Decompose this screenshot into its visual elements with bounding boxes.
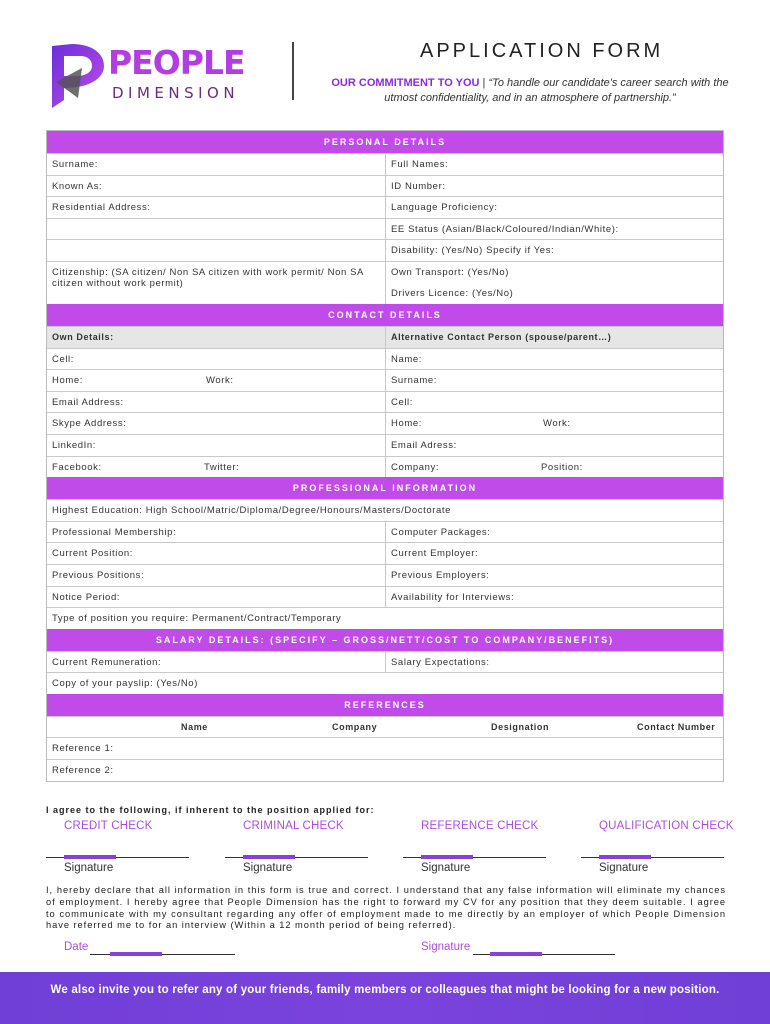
alt-contact-header: Alternative Contact Person (spouse/parent…) [391,331,612,342]
table-row [47,586,723,608]
table-row [47,737,723,759]
table-row [47,153,723,175]
transport-licence-cell [386,262,725,304]
twitter-field[interactable]: Twitter: [204,461,240,473]
alt-home-field[interactable]: Home: [391,418,422,430]
table-row [47,348,723,370]
application-form-table [46,130,724,782]
work-phone-field[interactable]: Work: [206,375,234,387]
alt-company-field[interactable]: Company: [391,461,440,473]
table-row [47,369,723,391]
section-salary-heading: SALARY DETAILS: (SPECIFY – GROSS/NETT/COST TO COMPANY/BENEFITS) [47,629,723,651]
residential-address-line3[interactable] [47,240,386,261]
current-remuneration-field[interactable]: Current Remuneration: [47,652,386,673]
table-row [47,239,723,261]
surname-field[interactable]: Surname: [47,154,386,175]
final-signature-label: Signature [421,941,471,953]
salary-expectations-field[interactable]: Salary Expectations: [391,656,490,668]
id-number-field[interactable]: ID Number: [391,180,446,192]
credit-check-label: CREDIT CHECK [64,820,153,832]
home-phone-field[interactable]: Home: [52,375,83,387]
table-row [47,607,723,629]
signature-marker [243,855,295,859]
commitment-separator: | [482,77,486,89]
alt-home-work-cell [386,413,725,434]
reference-check-label: REFERENCE CHECK [421,820,539,832]
table-header-row [47,716,723,738]
education-field[interactable]: Highest Education: High School/Matric/Diploma/Degree/Honours/Masters/Doctorate [52,505,451,517]
alt-name-field[interactable]: Name: [391,353,422,365]
col-name: Name [181,721,208,732]
language-field[interactable]: Language Proficiency: [391,202,498,214]
computer-packages-field[interactable]: Computer Packages: [391,526,491,538]
citizenship-field[interactable]: Citizenship: (SA citizen/ Non SA citizen with work permit/ Non SA citizen without work permit) [47,262,386,304]
logo-word-people: PEOPLE [108,43,245,82]
col-contact-number: Contact Number [637,721,716,732]
alt-company-cell [386,457,725,478]
logo-mark-icon [46,42,108,112]
table-row [47,391,723,413]
qualification-signature-label: Signature [599,862,649,874]
social-cell [47,457,386,478]
linkedin-field[interactable]: LinkedIn: [47,435,386,456]
facebook-field[interactable]: Facebook: [52,461,102,473]
criminal-signature-label: Signature [243,862,293,874]
position-type-field[interactable]: Type of position you require: Permanent/Contract/Temporary [52,613,342,625]
alt-surname-field[interactable]: Surname: [391,375,437,387]
col-designation: Designation [491,721,550,732]
table-row [47,542,723,564]
alt-cell-field[interactable]: Cell: [391,396,414,408]
home-work-cell [47,370,386,391]
page-title: APPLICATION FORM [420,40,664,62]
table-row [47,759,723,781]
table-row [47,175,723,197]
table-row [47,218,723,240]
residential-address-line2[interactable] [47,219,386,240]
reference-2-field[interactable]: Reference 2: [52,765,114,777]
table-header-row [47,326,723,348]
credit-signature-label: Signature [64,862,114,874]
declaration-text: I, hereby declare that all information in this form is true and correct. I understand that any false information will eliminate my chances of employment. I hereby agree that People Dimension has the right to forward my CV for any position that they deem suitable. I agree to communicate with my consultant regarding any offer of employment made to me directly by an employer of which People Dimension have referred me to for an interview (Within a 12 month period of being referred). [46,885,726,931]
availability-field[interactable]: Availability for Interviews: [391,591,515,603]
footer-banner: We also invite you to refer any of your friends, family members or colleagues that might be looking for a new position. [0,972,770,1024]
residential-address-field[interactable]: Residential Address: [47,197,386,218]
previous-positions-field[interactable]: Previous Positions: [47,565,386,586]
own-details-header: Own Details: [47,327,386,348]
col-company: Company [332,721,378,732]
header-divider [292,42,294,100]
cell-field[interactable]: Cell: [47,349,386,370]
section-professional-heading: PROFESSIONAL INFORMATION [47,477,723,499]
drivers-licence-field[interactable]: Drivers Licence: (Yes/No) [391,287,514,299]
signature-marker [599,855,651,859]
notice-period-field[interactable]: Notice Period: [47,587,386,608]
table-row [47,434,723,456]
table-row [47,196,723,218]
alt-work-field[interactable]: Work: [543,418,571,430]
signature-marker [64,855,116,859]
signature-marker [490,952,542,956]
membership-field[interactable]: Professional Membership: [47,522,386,543]
disability-field[interactable]: Disability: (Yes/No) Specify if Yes: [391,245,555,257]
alt-position-field[interactable]: Position: [541,461,583,473]
commitment-statement [330,76,730,106]
references-columns [47,717,725,738]
date-marker [110,952,162,956]
section-personal-heading: PERSONAL DETAILS [47,131,723,153]
table-row [47,456,723,478]
known-as-field[interactable]: Known As: [47,176,386,197]
qualification-check-label: QUALIFICATION CHECK [599,820,734,832]
table-row [47,521,723,543]
date-label: Date [64,941,89,953]
section-contact-heading: CONTACT DETAILS [47,304,723,326]
alt-email-field[interactable]: Email Adress: [391,439,457,451]
table-row [47,672,723,694]
current-position-field[interactable]: Current Position: [47,543,386,564]
previous-employers-field[interactable]: Previous Employers: [391,569,490,581]
own-transport-field[interactable]: Own Transport: (Yes/No) [391,266,509,278]
commitment-quote: “To handle our candidate's career search with the utmost confidentiality, and in an atmosphere of partnership.” [384,77,729,104]
table-row [47,412,723,434]
section-references-heading: REFERENCES [47,694,723,716]
table-row [47,564,723,586]
current-employer-field[interactable]: Current Employer: [391,548,479,560]
skype-field[interactable]: Skype Address: [47,413,386,434]
full-names-field[interactable]: Full Names: [391,159,449,170]
commitment-label: OUR COMMITMENT TO YOU [331,77,480,89]
payslip-field[interactable]: Copy of your payslip: (Yes/No) [52,678,198,690]
table-row [47,261,723,304]
agree-intro: I agree to the following, if inherent to the position applied for: [46,805,375,815]
reference-signature-label: Signature [421,862,471,874]
criminal-check-label: CRIMINAL CHECK [243,820,344,832]
logo-word-dimension: DIMENSION [112,84,240,102]
signature-marker [421,855,473,859]
reference-1-field[interactable]: Reference 1: [52,743,114,755]
email-field[interactable]: Email Address: [47,392,386,413]
ee-status-field[interactable]: EE Status (Asian/Black/Coloured/Indian/White): [391,223,619,235]
table-row [47,499,723,521]
table-row [47,651,723,673]
company-logo [46,42,266,112]
